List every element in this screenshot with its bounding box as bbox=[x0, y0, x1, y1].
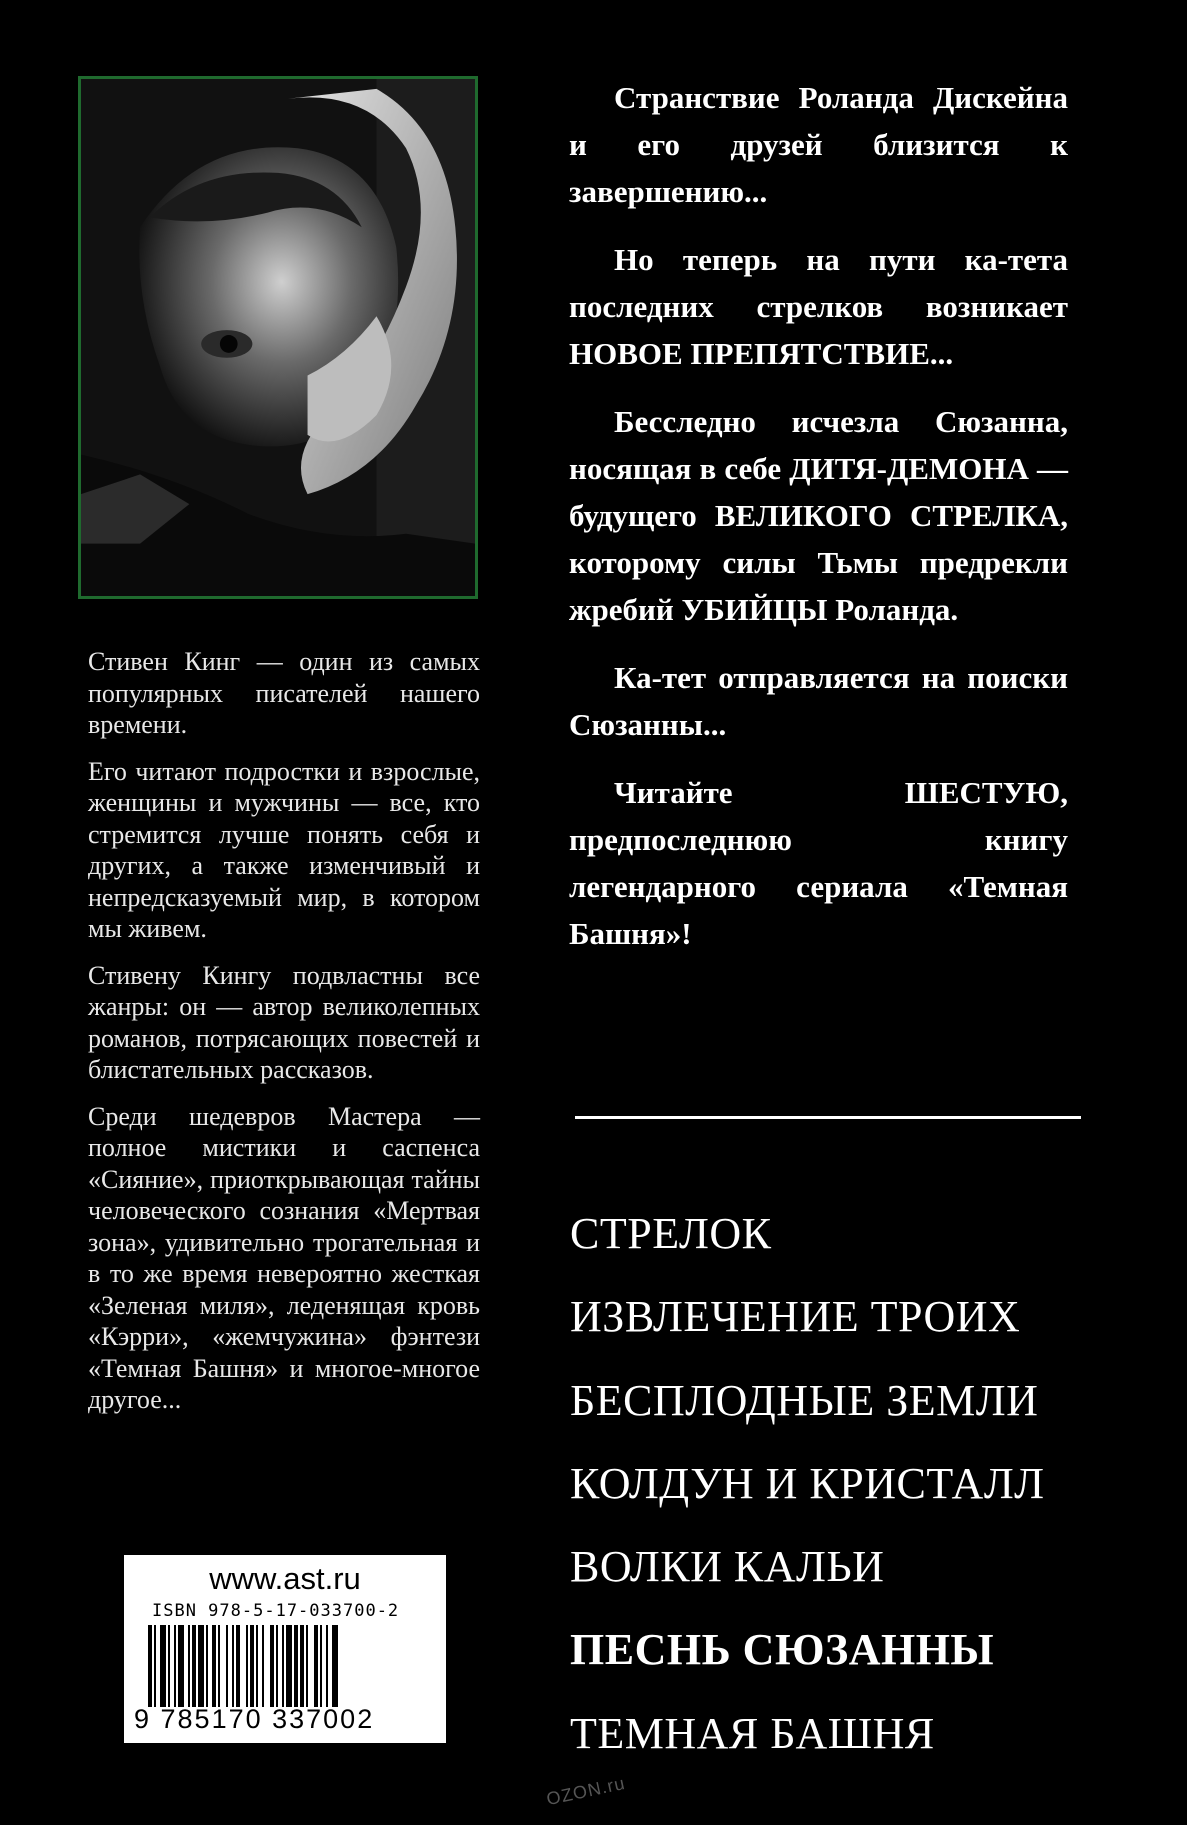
series-title: СТРЕЛОК bbox=[570, 1209, 772, 1258]
isbn-number: ISBN 978-5-17-033700-2 bbox=[152, 1601, 400, 1621]
barcode-bar bbox=[160, 1625, 166, 1707]
publisher-url: www.ast.ru bbox=[209, 1561, 361, 1596]
barcode-bar bbox=[306, 1625, 308, 1707]
barcode-bar bbox=[198, 1625, 204, 1707]
series-title: ВОЛКИ КАЛЬИ bbox=[570, 1542, 885, 1592]
watermark: OZON.ru bbox=[544, 1772, 628, 1810]
barcode-bar bbox=[236, 1625, 240, 1707]
series-title-list bbox=[570, 1208, 1090, 1791]
barcode-bar bbox=[320, 1625, 322, 1707]
series-title: КОЛДУН И КРИСТАЛЛ bbox=[570, 1458, 1045, 1508]
barcode-bar bbox=[250, 1625, 254, 1707]
barcode-bar bbox=[188, 1625, 190, 1707]
barcode-bar bbox=[174, 1625, 176, 1707]
barcode-bar bbox=[168, 1625, 170, 1707]
barcode-bar bbox=[262, 1625, 264, 1707]
isbn-barcode-box bbox=[124, 1555, 446, 1743]
blurb-paragraph: Странствие Роланда Дискейна и его друзей близится к завершению... bbox=[569, 80, 1068, 209]
blurb-paragraph: Но теперь на пути ка-тета последних стрелков возникает НОВОЕ ПРЕПЯТСТВИЕ... bbox=[569, 242, 1068, 371]
barcode-bar bbox=[282, 1625, 284, 1707]
barcode-bar bbox=[226, 1625, 228, 1707]
barcode-bar bbox=[256, 1625, 258, 1707]
bio-paragraph: Среди шедевров Мастера — полное мистики и саспенса «Сияние», приоткрывающая тайны человеческого сознания «Мертвая зона», удивительно трогательная и в то же время невероятно жесткая «Зеленая миля», леденящая кровь «Кэрри», «жемчужина» фэнтези «Темная Башня» и многое-многое другое... bbox=[88, 1101, 480, 1414]
series-title-current: ПЕСНЬ СЮЗАННЫ bbox=[570, 1625, 995, 1675]
barcode-bar bbox=[232, 1625, 234, 1707]
barcode-bar bbox=[332, 1625, 338, 1707]
barcode-bars bbox=[134, 1625, 434, 1707]
series-title: ИЗВЛЕЧЕНИЕ ТРОИХ bbox=[570, 1292, 1021, 1342]
barcode-bar bbox=[148, 1625, 152, 1707]
barcode-bar bbox=[270, 1625, 274, 1707]
barcode-bar bbox=[206, 1625, 208, 1707]
blurb-paragraph: Бесследно исчезла Сюзанна, носящая в себе ДИТЯ-ДЕМОНА — будущего ВЕЛИКОГО СТРЕЛКА, которому силы Тьмы предрекли жребий УБИЙЦЫ Роланда. bbox=[569, 404, 1068, 627]
bio-paragraph: Его читают подростки и взрослые, женщины и мужчины — все, кто стремится лучше понять себя и других, а также изменчивый и непредсказуемый мир, в котором мы живем. bbox=[88, 756, 480, 943]
bio-paragraph: Стивену Кингу подвластны все жанры: он — автор великолепных романов, потрясающих повестей и блистательных рассказов. bbox=[88, 960, 480, 1084]
bio-paragraph: Стивен Кинг — один из самых популярных писателей нашего времени. bbox=[88, 647, 480, 739]
barcode-bar bbox=[294, 1625, 298, 1707]
series-title: БЕСПЛОДНЫЕ ЗЕМЛИ bbox=[570, 1375, 1039, 1425]
barcode-bar bbox=[218, 1625, 220, 1707]
barcode-bar bbox=[178, 1625, 184, 1707]
author-bio bbox=[88, 646, 480, 1431]
barcode-digits: 9 785170 337002 bbox=[134, 1704, 375, 1734]
barcode-bar bbox=[192, 1625, 196, 1707]
barcode-bar bbox=[246, 1625, 248, 1707]
barcode-bar bbox=[286, 1625, 292, 1707]
divider bbox=[575, 1116, 1081, 1119]
barcode-bar bbox=[326, 1625, 328, 1707]
barcode-bar bbox=[314, 1625, 318, 1707]
barcode-bar bbox=[300, 1625, 304, 1707]
barcode-bar bbox=[212, 1625, 216, 1707]
barcode-bar bbox=[276, 1625, 278, 1707]
series-title: ТЕМНАЯ БАШНЯ bbox=[570, 1708, 935, 1758]
author-portrait-image bbox=[81, 79, 475, 596]
blurb-paragraph: Ка-тет отправляется на поиски Сюзанны... bbox=[569, 660, 1068, 742]
blurb-paragraph: Читайте ШЕСТУЮ, предпоследнюю книгу легендарного сериала «Темная Башня»! bbox=[569, 775, 1068, 951]
barcode-bar bbox=[154, 1625, 156, 1707]
book-blurb bbox=[569, 74, 1068, 978]
author-photo bbox=[78, 76, 478, 599]
